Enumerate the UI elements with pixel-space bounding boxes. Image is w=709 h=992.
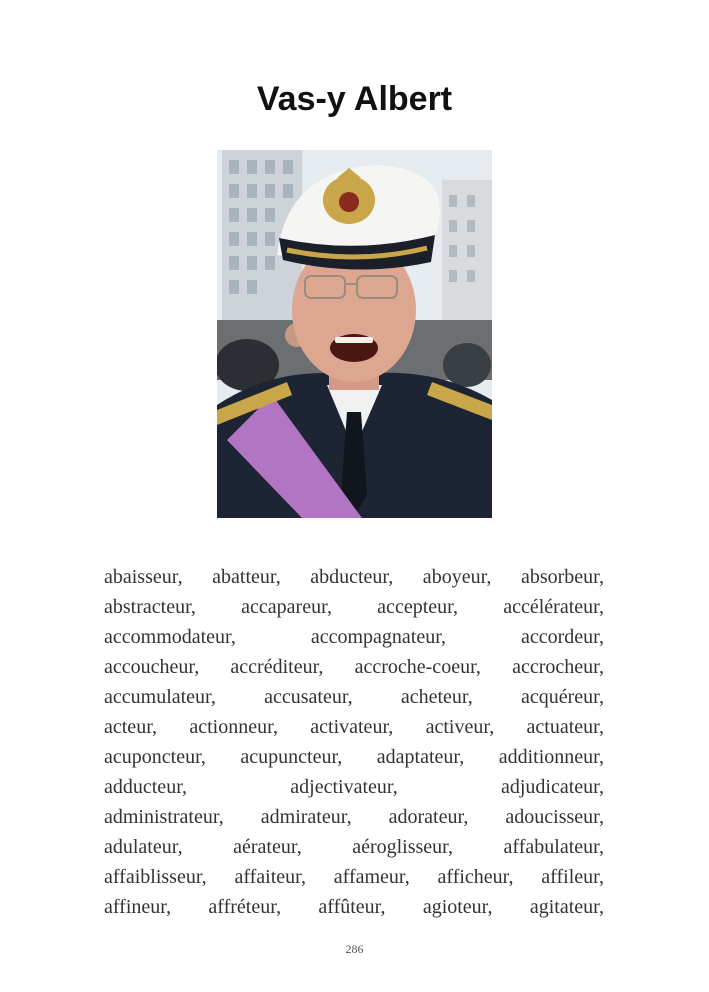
- page-number: 286: [345, 942, 364, 956]
- text-line: accumulateur, accusateur, acheteur, acquéreur,: [104, 686, 604, 708]
- text-line: adducteur, adjectivateur, adjudicateur,: [104, 776, 604, 798]
- portrait-photo: [217, 150, 492, 518]
- text-line: acteur, actionneur, activateur, activeur, actuateur,: [104, 716, 604, 738]
- page-title: Vas-y Albert: [256, 80, 453, 118]
- text-line: administrateur, admirateur, adorateur, adoucisseur,: [104, 806, 604, 828]
- body-text: [104, 562, 604, 922]
- text-line: adulateur, aérateur, aéroglisseur, affabulateur,: [104, 836, 604, 858]
- text-line: accoucheur, accréditeur, accroche-coeur, accrocheur,: [104, 656, 604, 678]
- text-line: abstracteur, accapareur, accepteur, accélérateur,: [104, 596, 604, 618]
- text-line: affaiblisseur, affaiteur, affameur, afficheur, affileur,: [104, 866, 604, 888]
- text-line: acuponcteur, acupuncteur, adaptateur, additionneur,: [104, 746, 604, 768]
- text-line: abaisseur, abatteur, abducteur, aboyeur, absorbeur,: [104, 566, 604, 588]
- text-line: accommodateur, accompagnateur, accordeur,: [104, 626, 604, 648]
- text-line: affineur, affréteur, affûteur, agioteur, agitateur,: [104, 896, 604, 918]
